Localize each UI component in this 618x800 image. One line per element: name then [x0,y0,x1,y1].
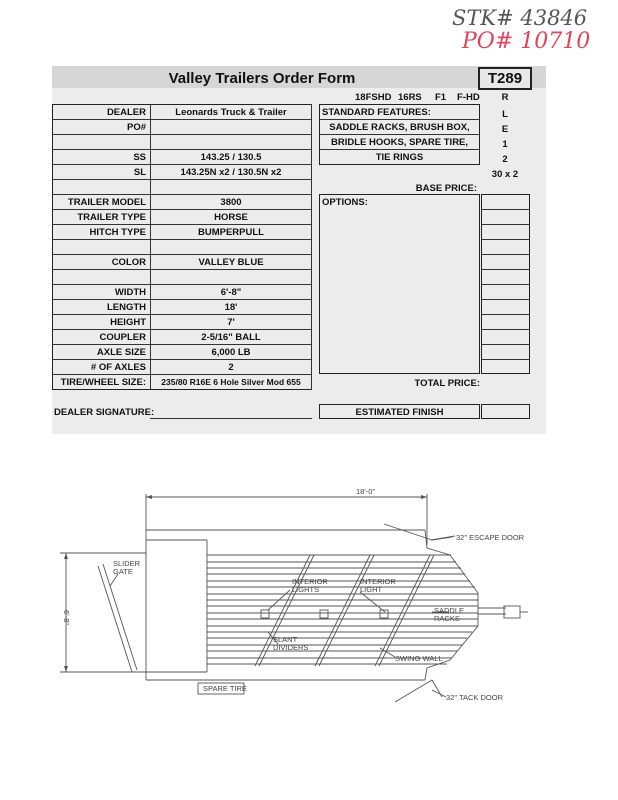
field-label-hitch-type: HITCH TYPE [89,227,146,238]
field-value-hitch-type[interactable]: BUMPERPULL [198,227,264,238]
field-label-coupler: COUPLER [99,332,146,343]
field-value-color[interactable]: VALLEY BLUE [198,257,264,268]
code-3: F1 [435,92,447,103]
field-label-axles: # OF AXLES [90,362,146,373]
field-value-coupler[interactable]: 2-5/16" BALL [201,332,261,343]
standard-features-title: STANDARD FEATURES: [322,107,431,118]
field-value-axles[interactable]: 2 [228,362,234,373]
field-value-width[interactable]: 6'-8" [220,287,242,298]
field-label-sl: SL [133,167,146,178]
po-number-handwritten: PO# 10710 [462,29,591,54]
estimated-finish-label: ESTIMATED FINISH [355,407,444,418]
field-label-trailer-model: TRAILER MODEL [67,197,146,208]
field-value-length[interactable]: 18' [224,302,238,313]
field-value-axle-size[interactable]: 6,000 LB [211,347,251,358]
code-4: F-HD [457,92,480,103]
field-label-ss: SS [133,152,146,163]
interior-light-label-2: LIGHT [360,585,383,594]
field-label-po: PO# [126,122,146,133]
tack-door-label: 32" TACK DOOR [446,693,503,702]
field-label-length: LENGTH [106,302,146,313]
interior-light-label-1: INTERIOR [360,577,396,586]
fields-right-edge [311,104,312,390]
saddle-racks-label-2: RACKS [434,614,460,623]
total-price-label: TOTAL PRICE: [414,378,480,389]
right-code-5: 2 [502,154,508,165]
field-label-width: WIDTH [114,287,146,298]
model-tag: T289 [478,67,532,90]
saddle-racks-label-1: SADDLE [434,606,465,615]
options-label: OPTIONS: [322,197,368,208]
dealer-signature-label: DEALER SIGNATURE: [54,407,155,418]
field-value-tire-wheel[interactable]: 235/80 R16E 6 Hole Silver Mod 655 [161,377,301,387]
field-label-color: COLOR [111,257,146,268]
length-dimension-text: 18'-0" [356,487,376,496]
field-value-trailer-model[interactable]: 3800 [220,197,242,208]
escape-door-label: 32" ESCAPE DOOR [456,533,525,542]
slant-dividers-label-1: SLANT [273,635,298,644]
field-value-ss[interactable]: 143.25 / 130.5 [200,152,262,163]
standard-feature-line-1: SADDLE RACKS, BRUSH BOX, [329,122,470,133]
field-label-height: HEIGHT [110,317,146,328]
field-value-dealer[interactable]: Leonards Truck & Trailer [175,107,287,118]
estimated-finish-value[interactable] [481,404,530,419]
dealer-signature-line[interactable] [150,418,312,419]
right-code-1: R [501,92,509,103]
slant-dividers-label-2: DIVIDERS [273,643,309,652]
base-price-label: BASE PRICE: [415,183,477,194]
standard-feature-line-2: BRIDLE HOOKS, SPARE TIRE, [330,137,469,148]
right-code-2: L [502,109,508,120]
options-box [319,194,480,374]
spare-tire-label: SPARE TIRE [203,684,247,693]
field-value-trailer-type[interactable]: HORSE [214,212,248,223]
stock-number-handwritten: STK# 43846 [452,6,588,30]
field-value-height[interactable]: 7' [227,317,235,328]
field-label-trailer-type: TRAILER TYPE [77,212,146,223]
trailer-floor-plan [0,470,618,720]
standard-feature-line-3: TIE RINGS [375,152,424,163]
width-dimension-text: 6'-8" [62,610,71,625]
slider-gate-label-1: SLIDER [113,559,141,568]
field-label-axle-size: AXLE SIZE [96,347,146,358]
slider-gate-label-2: GATE [113,567,133,576]
interior-lights-label-2: LIGHTS [292,585,320,594]
swing-wall-label: SWING WALL [395,654,443,663]
right-code-6: 30 x 2 [491,169,519,180]
form-title: Valley Trailers Order Form [168,70,356,87]
field-label-dealer: DEALER [106,107,146,118]
interior-lights-label-1: INTERIOR [292,577,328,586]
code-2: 16RS [398,92,422,103]
right-code-3: E [501,124,509,135]
field-value-sl[interactable]: 143.25N x2 / 130.5N x2 [180,167,282,178]
fields-divider [150,104,151,390]
field-label-tire-wheel: TIRE/WHEEL SIZE: [60,377,146,388]
right-code-4: 1 [502,139,508,150]
code-1: 18FSHD [355,92,392,103]
